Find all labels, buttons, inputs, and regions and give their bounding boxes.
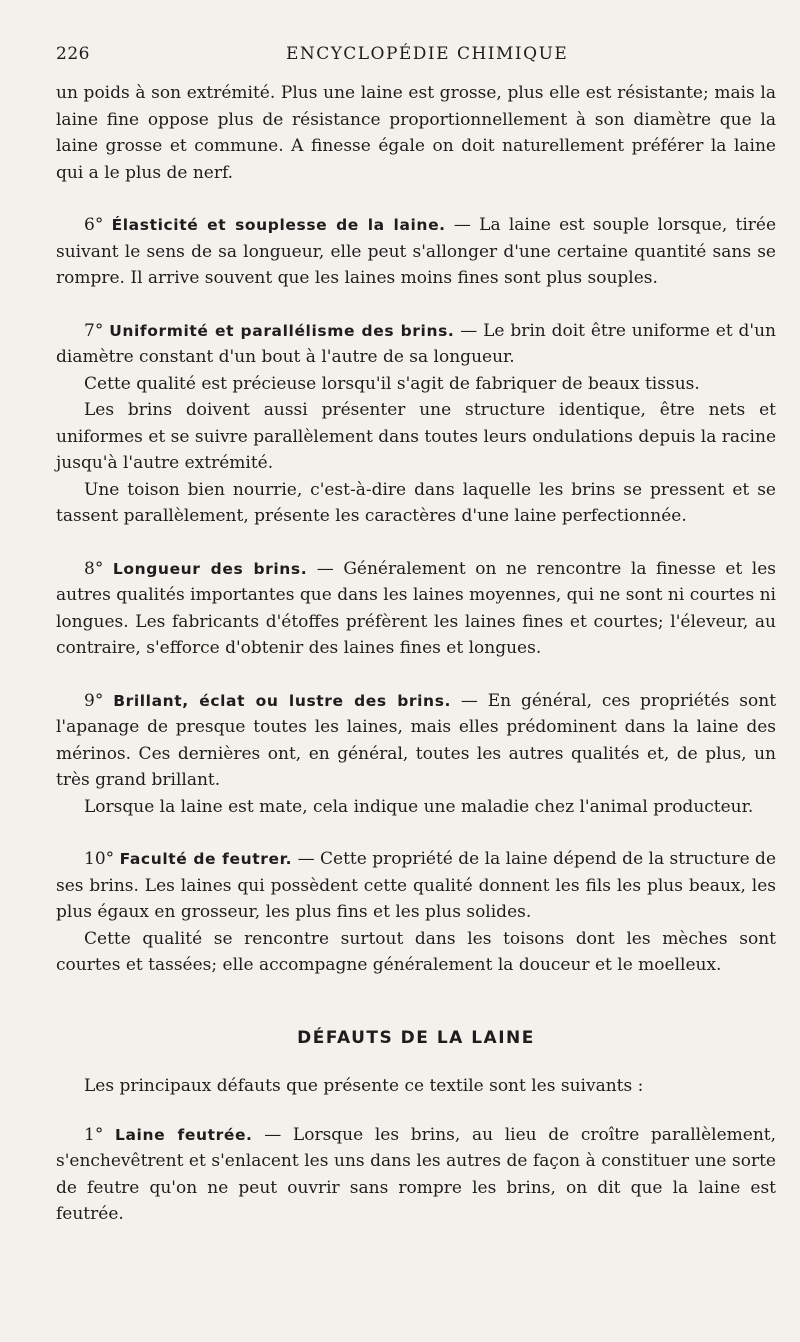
- section-10-paragraph: [56, 846, 776, 926]
- defect-1-paragraph: [56, 1122, 776, 1228]
- defect-1-number: 1°: [84, 1124, 104, 1145]
- section-6-title: Élasticité et souplesse de la laine.: [111, 216, 446, 234]
- section-7-number: 7°: [84, 320, 104, 341]
- section-6-paragraph: [56, 212, 776, 292]
- section-7-paragraph-2: Cette qualité est précieuse lorsqu'il s'agit de fabriquer de beaux tissus.: [84, 373, 700, 394]
- page-number: 226: [56, 44, 90, 64]
- section-7-text: — Le brin doit être uniforme et d'un diamètre constant d'un bout à l'autre de sa longueur.: [56, 320, 776, 367]
- section-9-title: Brillant, éclat ou lustre des brins.: [113, 691, 452, 710]
- section-10-paragraph-2: Cette qualité se rencontre surtout dans les toisons dont les mèches sont courtes et tassées; elle accompagne généralement la douceur et le moelleux.: [56, 928, 776, 975]
- section-7-paragraph: [56, 318, 776, 371]
- section-8-text: — Généralement on ne rencontre la finesse et les autres qualités importantes que dans les laines moyennes, qui ne sont ni courtes ni longues. Les fabricants d'étoffes préfèrent les laines fines et courtes; l'éleveur, au contraire, s'efforce d'obtenir des laines fines et longues.: [56, 558, 777, 658]
- section-7-paragraph-3: Les brins doivent aussi présenter une structure identique, être nets et uniformes et se suivre parallèlement dans toutes leurs ondulations depuis la racine jusqu'à l'autre extrémité.: [56, 400, 776, 473]
- continued-paragraph: un poids à son extrémité. Plus une laine est grosse, plus elle est résistante; mais la laine fine oppose plus de résistance proportionnellement à son diamètre que la laine grosse et commune. A finesse égale on doit naturellement préférer la laine qui a le plus de nerf.: [56, 83, 776, 183]
- section-6-text: — La laine est souple lorsque, tirée suivant le sens de sa longueur, elle peut s'allonger d'une certaine quantité sans se rompre. Il arrive souvent que les laines moins fines sont plus souples.: [56, 215, 777, 288]
- section-9-paragraph-2: Lorsque la laine est mate, cela indique une maladie chez l'animal producteur.: [84, 796, 754, 817]
- section-9-text: — En général, ces propriétés sont l'apanage de presque toutes les laines, mais elles prédominent dans la laine des mérinos. Ces dernières ont, en général, toutes les autres qualités et, de plus, un très grand brillant.: [56, 690, 777, 790]
- page-body: [56, 80, 776, 1228]
- running-title: ENCYCLOPÉDIE CHIMIQUE: [286, 44, 569, 64]
- section-8-number: 8°: [84, 558, 104, 579]
- section-10-title: Faculté de feutrer.: [119, 850, 293, 868]
- section-8-paragraph: [56, 556, 776, 662]
- section-8-title: Longueur des brins.: [112, 559, 308, 578]
- section-10-text: — Cette propriété de la laine dépend de la structure de ses brins. Les laines qui possèdent cette qualité donnent les fils les plus beaux, les plus égaux en grosseur, les plus fins et les plus solides.: [56, 849, 777, 922]
- section-7-paragraph-4: Une toison bien nourrie, c'est-à-dire dans laquelle les brins se pressent et se tassent parallèlement, présente les caractères d'une laine perfectionnée.: [56, 479, 776, 526]
- defects-intro: Les principaux défauts que présente ce textile sont les suivants :: [84, 1076, 644, 1096]
- section-9-number: 9°: [84, 690, 104, 711]
- defect-1-text: — Lorsque les brins, au lieu de croître parallèlement, s'enchevêtrent et s'enlacent les uns dans les autres de façon à constituer une sorte de feutre qu'on ne peut ouvrir sans rompre les brins, on dit que la laine est feutrée.: [56, 1124, 777, 1224]
- section-10-number: 10°: [84, 849, 115, 869]
- section-9-paragraph: [56, 688, 776, 794]
- section-7-title: Uniformité et parallélisme des brins.: [109, 321, 455, 340]
- defect-1-title: Laine feutrée.: [115, 1125, 253, 1144]
- running-header: [56, 44, 776, 80]
- section-heading: DÉFAUTS DE LA LAINE: [297, 1027, 535, 1048]
- section-6-number: 6°: [84, 215, 104, 235]
